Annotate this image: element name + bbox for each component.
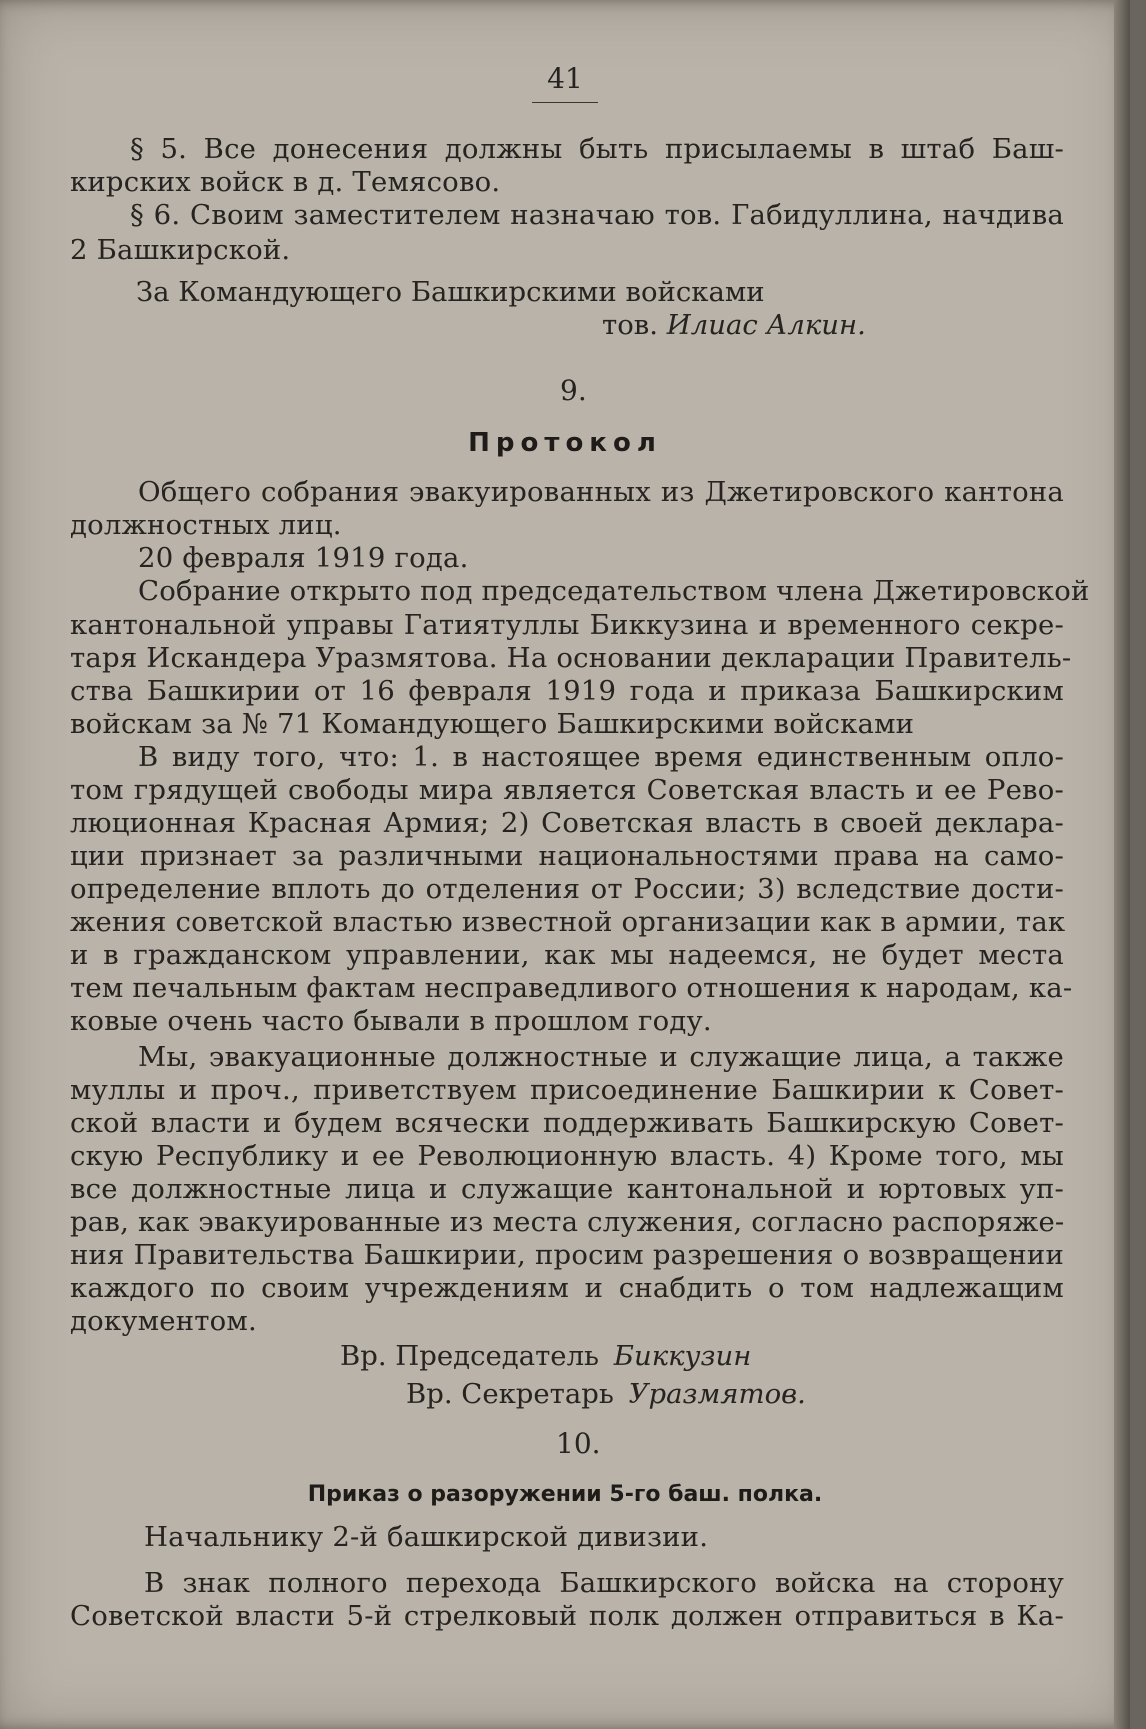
signer xyxy=(602,308,866,342)
protocol-line-8: войскам за № 71 Командующего Башкирскими войсками xyxy=(70,708,915,740)
chair-label: Вр. Председатель xyxy=(340,1340,600,1372)
chair-signature xyxy=(340,1339,751,1373)
protocol-date: 20 февраля 1919 года. xyxy=(138,542,469,574)
protocol-line-20: ской власти и будем всячески поддерживать Башкирскую Совет- xyxy=(70,1107,1064,1139)
signer-name: Илиас Алкин. xyxy=(666,309,866,341)
protocol-line-2: должностных лиц. xyxy=(70,509,342,541)
signoff-line: За Командующего Башкирскими войсками xyxy=(136,276,765,308)
protocol-line-24: ния Правительства Башкирии, просим разрешения о возвращении xyxy=(70,1239,1064,1271)
protocol-line-12: ции признает за различными национальностями права на само- xyxy=(70,840,1064,872)
document-10-heading: Приказ о разоружении 5-го баш. полка. xyxy=(307,1482,823,1507)
signer-prefix: тов. xyxy=(602,309,658,341)
protocol-line-14: жения советской властью известной организации как в армии, так xyxy=(70,906,1066,938)
protocol-line-23: рав, как эвакуированные из места служения, согласно распоряже- xyxy=(70,1206,1065,1238)
order-line-2: В знак полного перехода Башкирского войска на сторону xyxy=(144,1567,1064,1599)
order-paragraph-5-line-1: § 5. Все донесения должны быть присылаемы в штаб Баш- xyxy=(130,133,1064,165)
protocol-line-6: таря Искандера Уразмятова. На основании декларации Правитель- xyxy=(70,642,1072,674)
protocol-line-22: все должностные лица и служащие кантональной и юртовых уп- xyxy=(70,1173,1064,1205)
order-paragraph-6-line-1: § 6. Своим заместителем назначаю тов. Габидуллина, начдива xyxy=(130,199,1064,231)
secretary-label: Вр. Секретарь xyxy=(406,1378,614,1410)
order-paragraph-5-line-2: кирских войск в д. Темясово. xyxy=(70,166,501,198)
protocol-line-11: люционная Красная Армия; 2) Советская власть в своей деклара- xyxy=(70,807,1064,839)
secretary-signature xyxy=(406,1377,806,1411)
protocol-line-16: тем печальным фактам несправедливого отношения к народам, ка- xyxy=(70,972,1073,1004)
protocol-line-17: ковые очень часто бывали в прошлом году. xyxy=(70,1005,712,1037)
protocol-line-1: Общего собрания эвакуированных из Джетировского кантона xyxy=(138,476,1064,508)
protocol-line-10: том грядущей свободы мира является Советская власть и ее Рево- xyxy=(70,774,1064,806)
protocol-line-21: скую Республику и ее Революционную власть. 4) Кроме того, мы xyxy=(70,1140,1064,1172)
protocol-line-7: ства Башкирии от 16 февраля 1919 года и приказа Башкирским xyxy=(70,675,1064,707)
page-number-rule xyxy=(532,102,598,103)
protocol-line-19: муллы и проч., приветствуем присоединение Башкирии к Совет- xyxy=(70,1074,1064,1106)
protocol-line-25: каждого по своим учреждениям и снабдить о том надлежащим xyxy=(70,1272,1064,1304)
protocol-line-13: определение вплоть до отделения от России; 3) вследствие дости- xyxy=(70,873,1064,905)
order-addressee: Начальнику 2-й башкирской дивизии. xyxy=(144,1521,709,1553)
order-line-3: Советской власти 5-й стрелковый полк должен отправиться в Ка- xyxy=(70,1600,1064,1632)
protocol-line-9: В виду того, что: 1. в настоящее время единственным опло- xyxy=(138,741,1064,773)
document-10-number: 10. xyxy=(556,1427,601,1460)
document-9-number: 9. xyxy=(560,374,587,407)
secretary-name: Уразмятов. xyxy=(628,1378,806,1410)
protocol-line-18: Мы, эвакуационные должностные и служащие лица, а также xyxy=(138,1041,1064,1073)
page-number: 41 xyxy=(547,62,583,95)
protocol-line-26: документом. xyxy=(70,1305,257,1337)
page-edge-shadow xyxy=(1114,0,1130,1729)
chair-name: Биккузин xyxy=(613,1340,752,1372)
order-paragraph-6-line-2: 2 Башкирской. xyxy=(70,234,291,266)
protocol-line-15: и в гражданском управлении, как мы надеемся, не будет места xyxy=(70,939,1064,971)
document-9-heading: Протокол xyxy=(468,428,662,458)
protocol-line-4: Собрание открыто под председательством члена Джетировской xyxy=(138,575,1090,607)
protocol-line-5: кантональной управы Гатиятуллы Биккузина и временного секре- xyxy=(70,609,1064,641)
